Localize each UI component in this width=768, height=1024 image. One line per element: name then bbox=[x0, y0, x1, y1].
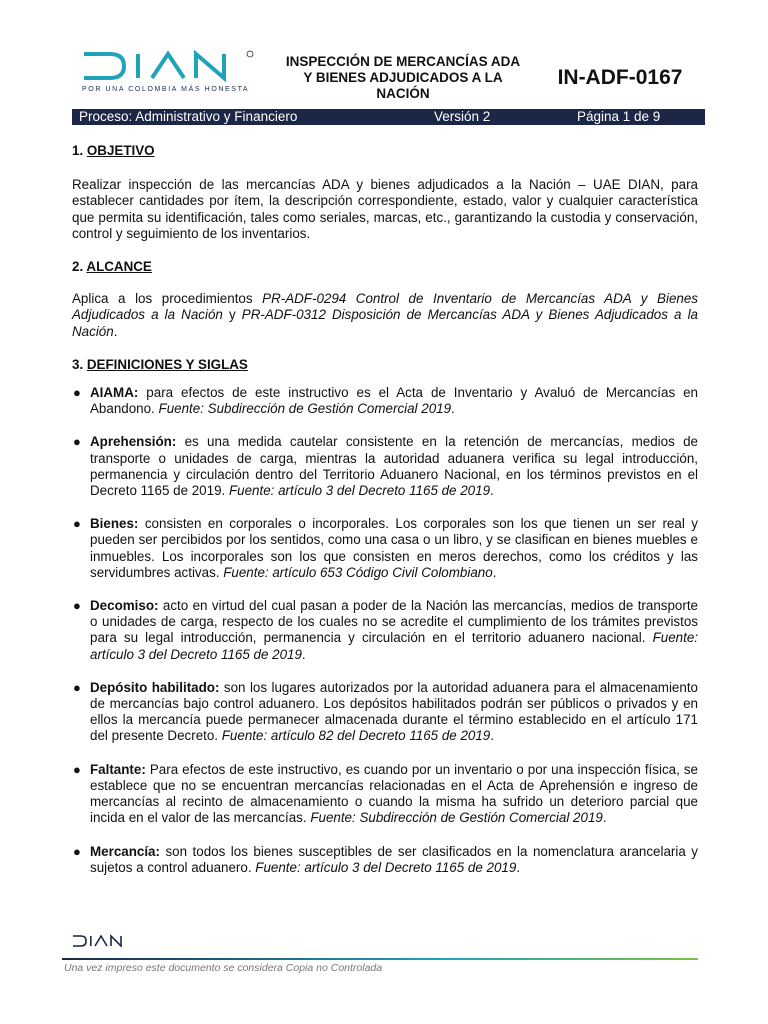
definition-source: Fuente: artículo 3 del Decreto 1165 de 2019 bbox=[255, 859, 517, 875]
definition-source: Fuente: Subdirección de Gestión Comercial 2019 bbox=[158, 401, 452, 417]
section-1-text: Realizar inspección de las mercancías ADA y bienes adjudicados a la Nación – UAE DIAN, para establecer cantidades por ítem, la descripción correspondiente, estado, valor y cualquier característica que permita su identificación, tales como seriales, marcas, etc., garantizando la custodia y conservación, control y seguimiento de los inventarios. bbox=[72, 177, 698, 241]
definition-text: consisten en corporales o incorporales. Los corporales son los que tienen un ser real y pueden ser percibidos por los sentidos, como una casa o un libro, y se clasifican en bienes muebles e inmuebles. Los incorporales son los que consisten en meros derechos, como los créditos y las servidumbres activas. bbox=[90, 516, 698, 580]
procedure-reference-2: PR-ADF-0312 Disposición de Mercancías ADA y Bienes Adjudicados a la Nación bbox=[72, 307, 699, 339]
definition-end: . bbox=[492, 564, 497, 580]
definition-text: es una medida cautelar consistente en la retención de mercancías, medios de transporte o unidades de carga, mientras la autoridad aduanera verifica su legal introducción, permanencia y circulación dentro del Territorio Aduanero Nacional, en los términos previstos en el Decreto 1165 de 2019. bbox=[90, 434, 698, 499]
footer-note: Una vez impreso este documento se considera Copia no Controlada bbox=[64, 962, 383, 974]
definition-text: acto en virtud del cual pasan a poder de la Nación las mercancías, medios de transporte o unidades de carga, respecto de los cuales no se acredite el cumplimiento de los trámites previstos para su legal introducción, permanencia y circulación en el territorio aduanero nacional. bbox=[90, 598, 698, 646]
definition-term: Mercancía: bbox=[90, 843, 160, 859]
dian-logo-icon bbox=[80, 48, 258, 84]
definition-term: Faltante: bbox=[90, 761, 146, 777]
section-2-text-a: Aplica a los procedimientos bbox=[72, 291, 263, 307]
title-line-1: INSPECCIÓN DE MERCANCÍAS ADA bbox=[285, 54, 521, 69]
definition-source: Fuente: artículo 653 Código Civil Colombiano bbox=[223, 564, 493, 580]
definition-text: Para efectos de este instructivo, es cuando por un inventario o por una inspección física, se establece que no se encuentran mercancías relacionadas en el Acta de Aprehensión e ingreso de mercancías al recinto de almacenamiento o cuando la misma ha sufrido un deterioro parcial que incida en el valor de las mercancías. bbox=[90, 761, 698, 826]
document-code: IN-ADF-0167 bbox=[557, 66, 683, 89]
dian-logo bbox=[80, 48, 260, 104]
definition-term: Depósito habilitado: bbox=[90, 679, 220, 695]
document-header bbox=[72, 44, 705, 106]
definition-item bbox=[72, 516, 698, 581]
section-3-heading bbox=[72, 357, 698, 373]
section-3-title: DEFINICIONES Y SIGLAS bbox=[86, 356, 248, 372]
definition-text: son todos los bienes susceptibles de ser clasificados en la nomenclatura arancelaria y sujetos a control aduanero. bbox=[90, 843, 698, 875]
definition-term: Aprehensión: bbox=[90, 434, 177, 450]
bullet-icon: ● bbox=[73, 385, 81, 401]
section-1-number: 1. bbox=[72, 143, 87, 158]
section-2-heading bbox=[72, 259, 698, 275]
definition-item bbox=[72, 680, 698, 745]
document-body bbox=[72, 143, 698, 893]
definition-source: Fuente: artículo 3 del Decreto 1165 de 2019 bbox=[90, 630, 698, 662]
process-band bbox=[72, 109, 705, 125]
procedure-reference-1: PR-ADF-0294 Control de Inventario de Mercancías ADA y Bienes Adjudicados a la Nación bbox=[72, 291, 698, 323]
section-2-text-b: y bbox=[222, 307, 242, 323]
section-1-heading bbox=[72, 143, 698, 159]
logo-tagline: POR UNA COLOMBIA MÁS HONESTA bbox=[82, 86, 250, 93]
definition-item bbox=[72, 385, 698, 417]
title-line-3: NACIÓN bbox=[376, 86, 430, 101]
title-line-2: Y BIENES ADJUDICADOS A LA bbox=[303, 70, 503, 85]
section-2-title: ALCANCE bbox=[86, 259, 152, 275]
definition-source: Fuente: artículo 3 del Decreto 1165 de 2019 bbox=[228, 483, 491, 499]
definition-text: son los lugares autorizados por la autoridad aduanera para el almacenamiento de mercancías bajo control aduanero. Los depósitos habilitados podrán ser públicos o privados y en ellos la mercancía puede permanecer almacenada durante el término establecido en el artículo 171 del presente Decreto. bbox=[90, 679, 698, 744]
definition-end: . bbox=[451, 401, 455, 417]
footer-divider bbox=[62, 958, 698, 960]
definition-text: para efectos de este instructivo es el Acta de Inventario y Avaluó de Mercancías en Abandono. bbox=[90, 385, 698, 417]
definition-item bbox=[72, 434, 698, 499]
definition-end: . bbox=[490, 483, 494, 499]
document-title bbox=[258, 54, 548, 102]
definitions-list bbox=[72, 385, 698, 876]
section-1-title: OBJETIVO bbox=[86, 143, 155, 158]
section-2-text bbox=[72, 291, 698, 340]
bullet-icon: ● bbox=[73, 843, 81, 859]
page-number: Página 1 de 9 bbox=[577, 109, 661, 124]
definition-source: Fuente: artículo 82 del Decreto 1165 de 2019 bbox=[221, 728, 491, 744]
definition-item bbox=[72, 844, 698, 876]
section-3-number: 3. bbox=[72, 356, 87, 372]
definition-item bbox=[72, 598, 698, 663]
bullet-icon: ● bbox=[73, 434, 81, 450]
definition-end: . bbox=[301, 646, 306, 662]
bullet-icon: ● bbox=[73, 679, 81, 695]
definition-item bbox=[72, 762, 698, 827]
bullet-icon: ● bbox=[73, 761, 81, 777]
definition-term: Bienes: bbox=[90, 516, 139, 532]
version-label: Versión 2 bbox=[434, 109, 491, 124]
footer-dian-logo bbox=[72, 934, 132, 952]
definition-end: . bbox=[490, 728, 494, 744]
section-2-text-c: . bbox=[113, 323, 118, 339]
bullet-icon: ● bbox=[73, 516, 81, 532]
section-2-number: 2. bbox=[72, 259, 87, 275]
definition-end: . bbox=[602, 810, 607, 826]
process-label: Proceso: Administrativo y Financiero bbox=[79, 109, 298, 124]
footer-logo-icon bbox=[72, 934, 132, 948]
definition-term: Decomiso: bbox=[90, 598, 159, 614]
definition-end: . bbox=[516, 859, 521, 875]
bullet-icon: ● bbox=[73, 598, 81, 614]
definition-source: Fuente: Subdirección de Gestión Comercial 2019 bbox=[310, 810, 603, 826]
definition-term: AIAMA: bbox=[90, 385, 139, 401]
